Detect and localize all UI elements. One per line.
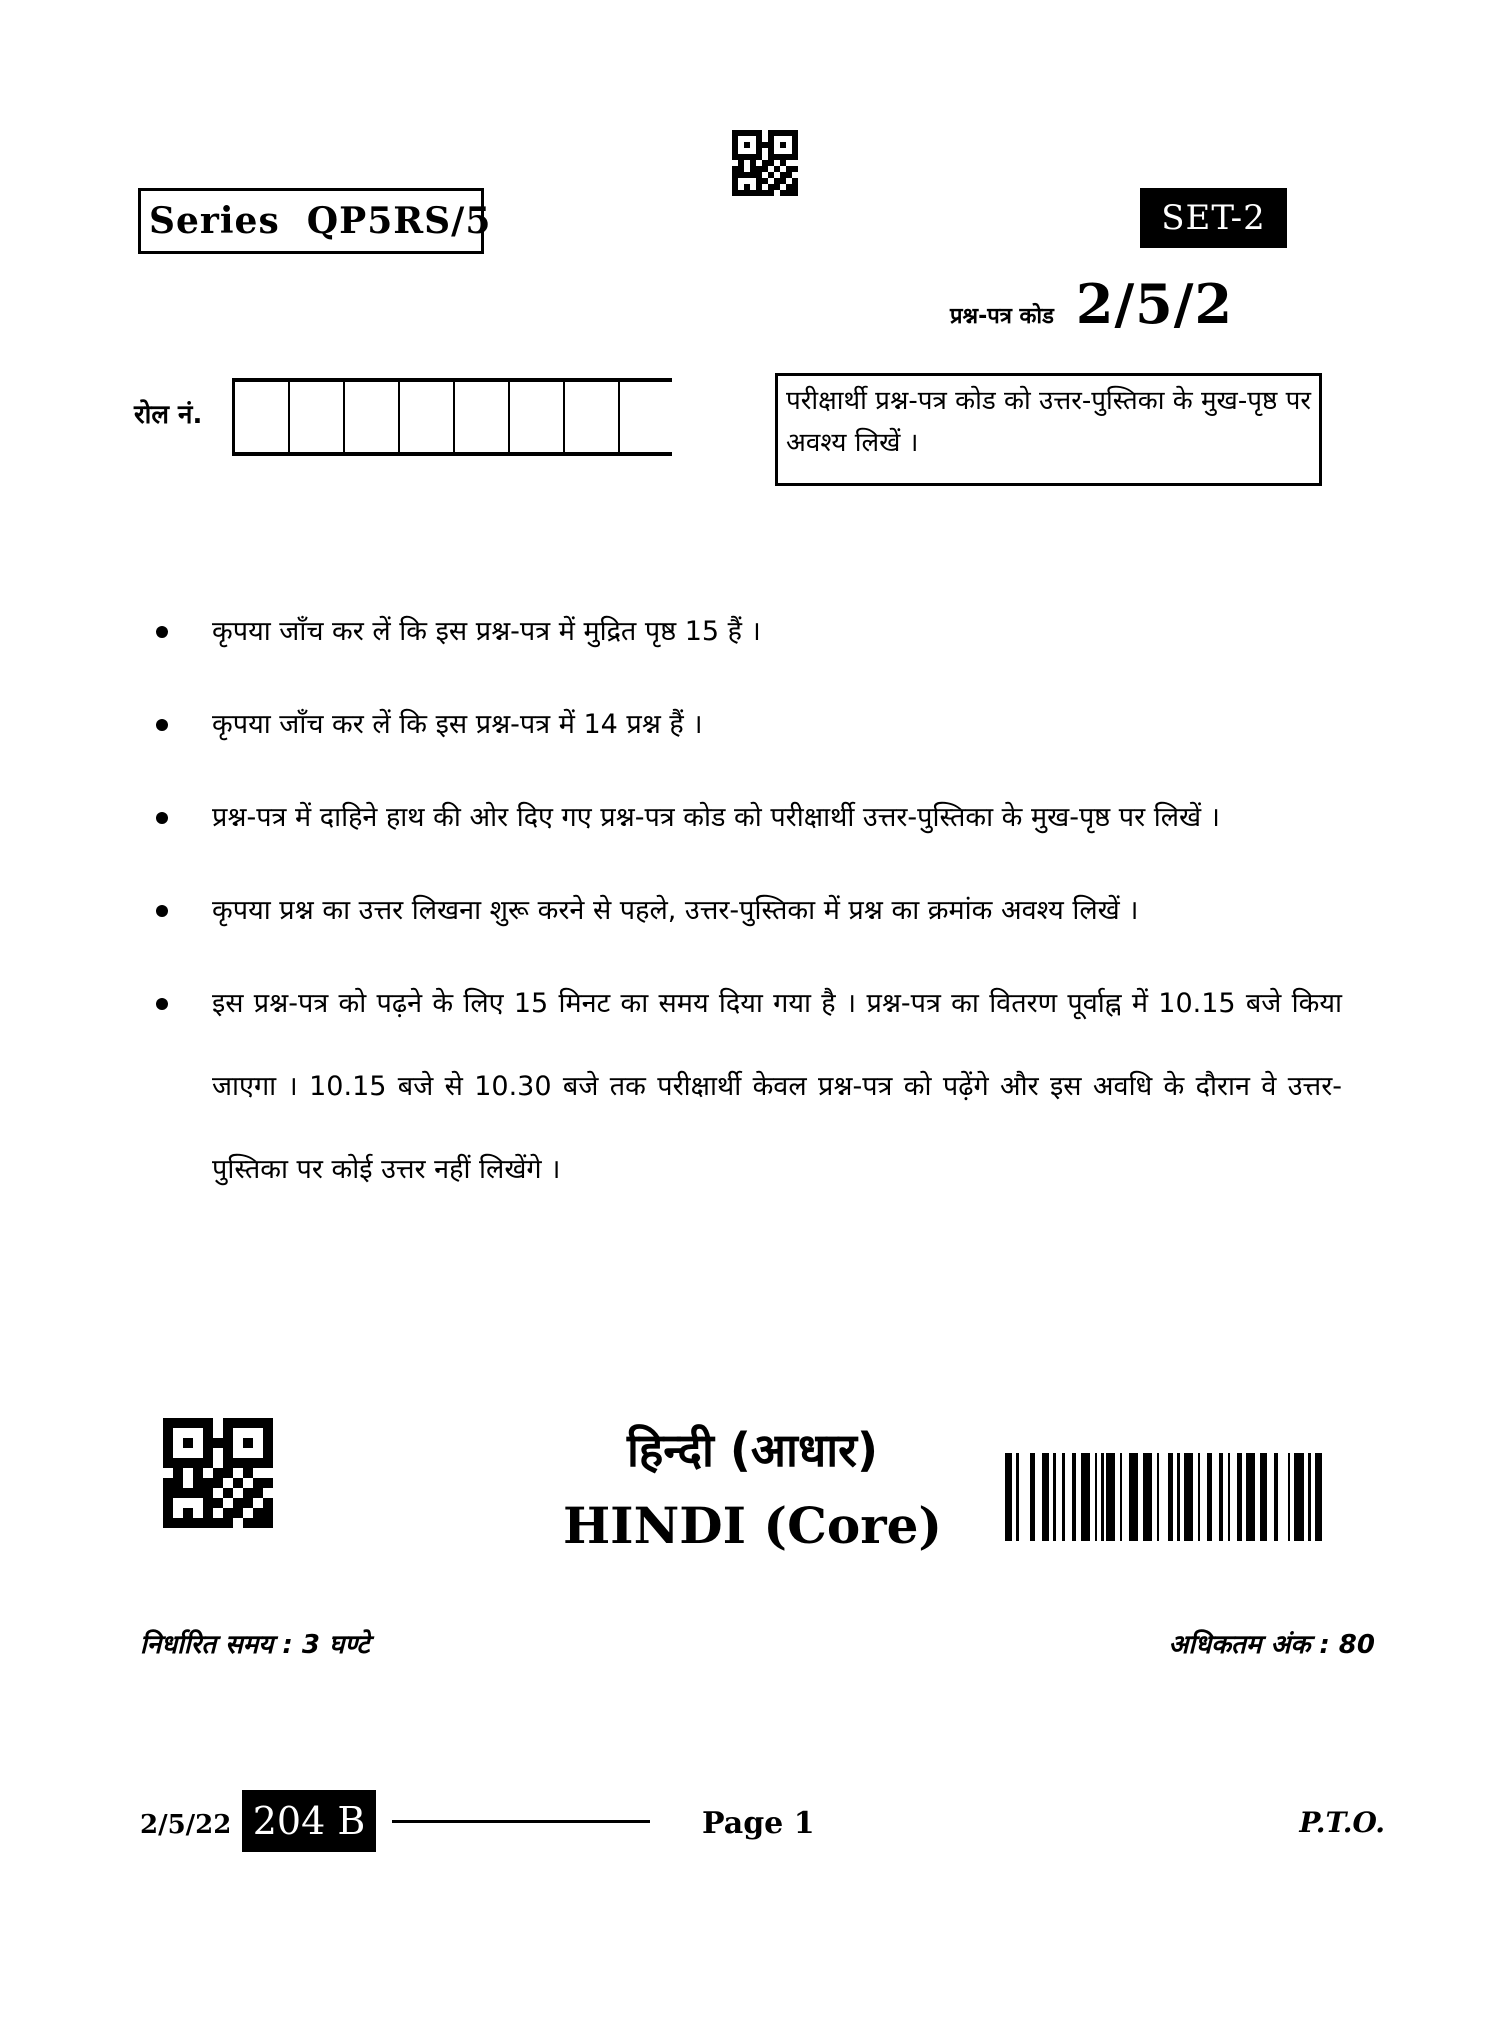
instruction-text: प्रश्न-पत्र में दाहिने हाथ की ओर दिए गए प्रश्न-पत्र कोड को परीक्षार्थी उत्तर-पुस्तिका के मुख-पृष्ठ पर लिखें ।: [212, 802, 1220, 833]
page-number: Page 1: [702, 1806, 815, 1841]
subject-title-english: HINDI (Core): [562, 1496, 943, 1555]
instruction-text: कृपया जाँच कर लें कि इस प्रश्न-पत्र में 14 प्रश्न हैं ।: [212, 709, 703, 740]
page-footer: [140, 1790, 1385, 1860]
bullet-icon: [156, 812, 168, 824]
pto-label: P.T.O.: [1299, 1806, 1385, 1839]
time-allowed: निर्धारित समय : 3 घण्टे: [140, 1630, 370, 1660]
footer-paper-code: 2/5/22: [140, 1810, 232, 1840]
bullet-icon: [156, 719, 168, 731]
footer-divider: [392, 1820, 650, 1823]
roll-number-cell[interactable]: [620, 382, 672, 452]
instruction-text: कृपया जाँच कर लें कि इस प्रश्न-पत्र में मुद्रित पृष्ठ 15 हैं ।: [212, 616, 761, 647]
paper-code-value: 2/5/2: [1075, 272, 1234, 336]
instruction-item: [152, 590, 1342, 673]
roll-number-cell[interactable]: [565, 382, 620, 452]
qr-code-icon: [732, 130, 798, 196]
set-badge: SET-2: [1140, 188, 1287, 248]
paper-code-label: प्रश्न-पत्र कोड: [950, 304, 1054, 329]
instruction-item: [152, 776, 1342, 859]
instructions-list: [152, 590, 1342, 1211]
bullet-icon: [156, 998, 168, 1010]
series-label: Series QP5RS/5: [138, 188, 484, 254]
instruction-item: [152, 869, 1342, 952]
bullet-icon: [156, 905, 168, 917]
paper-code-row: [950, 272, 1233, 336]
instruction-text: इस प्रश्न-पत्र को पढ़ने के लिए 15 मिनट का समय दिया गया है । प्रश्न-पत्र का वितरण पूर्वाह्न में 10.15 बजे किया जाएगा । 10.15 बजे से 10.30 बजे तक परीक्षार्थी केवल प्रश्न-पत्र को पढ़ेंगे और इस अवधि के दौरान वे उत्तर-पुस्तिका पर कोई उत्तर नहीं लिखेंगे ।: [212, 988, 1342, 1185]
roll-number-cell[interactable]: [510, 382, 565, 452]
footer-badge: 204 B: [242, 1790, 376, 1852]
max-marks: अधिकतम अंक : 80: [1168, 1630, 1375, 1660]
roll-number-cell[interactable]: [455, 382, 510, 452]
roll-number-boxes[interactable]: [232, 378, 672, 456]
subject-title-hindi: हिन्दी (आधार): [627, 1423, 878, 1477]
instruction-item: [152, 962, 1342, 1211]
roll-number-label: रोल नं.: [134, 400, 203, 430]
bullet-icon: [156, 626, 168, 638]
roll-number-cell[interactable]: [235, 382, 290, 452]
instruction-item: [152, 683, 1342, 766]
roll-number-cell[interactable]: [400, 382, 455, 452]
roll-number-cell[interactable]: [290, 382, 345, 452]
roll-number-cell[interactable]: [345, 382, 400, 452]
instruction-text: कृपया प्रश्न का उत्तर लिखना शुरू करने से पहले, उत्तर-पुस्तिका में प्रश्न का क्रमांक अवश्य लिखें ।: [212, 895, 1139, 926]
barcode-icon: [1005, 1453, 1390, 1541]
paper-code-notice: परीक्षार्थी प्रश्न-पत्र कोड को उत्तर-पुस्तिका के मुख-पृष्ठ पर अवश्य लिखें ।: [775, 373, 1322, 486]
